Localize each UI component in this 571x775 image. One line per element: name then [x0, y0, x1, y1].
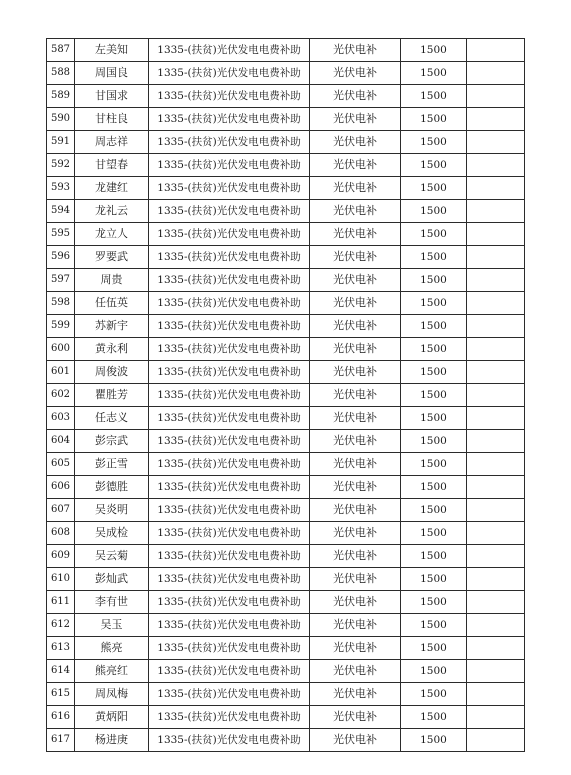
subsidy-item-cell: 1335-(扶贫)光伏发电电费补助	[149, 338, 310, 361]
subsidy-item-cell: 1335-(扶贫)光伏发电电费补助	[149, 384, 310, 407]
amount-cell: 1500	[401, 407, 467, 430]
subsidy-item-cell: 1335-(扶贫)光伏发电电费补助	[149, 361, 310, 384]
subsidy-item-cell: 1335-(扶贫)光伏发电电费补助	[149, 177, 310, 200]
subsidy-item-cell: 1335-(扶贫)光伏发电电费补助	[149, 131, 310, 154]
row-number-cell: 607	[47, 499, 75, 522]
amount-cell: 1500	[401, 246, 467, 269]
subsidy-type-cell: 光伏电补	[310, 108, 401, 131]
subsidy-type-cell: 光伏电补	[310, 591, 401, 614]
subsidy-type-cell: 光伏电补	[310, 246, 401, 269]
row-number-cell: 590	[47, 108, 75, 131]
subsidy-item-cell: 1335-(扶贫)光伏发电电费补助	[149, 200, 310, 223]
amount-cell: 1500	[401, 39, 467, 62]
subsidy-item-cell: 1335-(扶贫)光伏发电电费补助	[149, 108, 310, 131]
subsidy-type-cell: 光伏电补	[310, 177, 401, 200]
amount-cell: 1500	[401, 177, 467, 200]
amount-cell: 1500	[401, 338, 467, 361]
row-number-cell: 594	[47, 200, 75, 223]
subsidy-type-cell: 光伏电补	[310, 499, 401, 522]
name-cell: 甘柱良	[75, 108, 149, 131]
table-row	[47, 200, 525, 223]
name-cell: 吴玉	[75, 614, 149, 637]
table-row	[47, 637, 525, 660]
subsidy-type-cell: 光伏电补	[310, 39, 401, 62]
remark-cell	[467, 729, 525, 752]
subsidy-item-cell: 1335-(扶贫)光伏发电电费补助	[149, 154, 310, 177]
remark-cell	[467, 39, 525, 62]
row-number-cell: 605	[47, 453, 75, 476]
table-row	[47, 706, 525, 729]
row-number-cell: 587	[47, 39, 75, 62]
name-cell: 彭德胜	[75, 476, 149, 499]
table-row	[47, 292, 525, 315]
name-cell: 杨进庚	[75, 729, 149, 752]
subsidy-item-cell: 1335-(扶贫)光伏发电电费补助	[149, 269, 310, 292]
table-row	[47, 108, 525, 131]
table-row	[47, 62, 525, 85]
subsidy-item-cell: 1335-(扶贫)光伏发电电费补助	[149, 246, 310, 269]
name-cell: 黄炳阳	[75, 706, 149, 729]
row-number-cell: 617	[47, 729, 75, 752]
subsidy-type-cell: 光伏电补	[310, 522, 401, 545]
table-row	[47, 177, 525, 200]
subsidy-item-cell: 1335-(扶贫)光伏发电电费补助	[149, 706, 310, 729]
subsidy-item-cell: 1335-(扶贫)光伏发电电费补助	[149, 545, 310, 568]
table-row	[47, 407, 525, 430]
name-cell: 任伍英	[75, 292, 149, 315]
name-cell: 熊亮红	[75, 660, 149, 683]
row-number-cell: 616	[47, 706, 75, 729]
amount-cell: 1500	[401, 706, 467, 729]
subsidy-type-cell: 光伏电补	[310, 614, 401, 637]
subsidy-item-cell: 1335-(扶贫)光伏发电电费补助	[149, 315, 310, 338]
table-row	[47, 591, 525, 614]
subsidy-table-body	[47, 39, 525, 752]
table-row	[47, 499, 525, 522]
subsidy-item-cell: 1335-(扶贫)光伏发电电费补助	[149, 407, 310, 430]
subsidy-type-cell: 光伏电补	[310, 384, 401, 407]
amount-cell: 1500	[401, 476, 467, 499]
remark-cell	[467, 62, 525, 85]
subsidy-type-cell: 光伏电补	[310, 430, 401, 453]
table-row	[47, 522, 525, 545]
remark-cell	[467, 706, 525, 729]
amount-cell: 1500	[401, 729, 467, 752]
subsidy-type-cell: 光伏电补	[310, 62, 401, 85]
remark-cell	[467, 637, 525, 660]
subsidy-item-cell: 1335-(扶贫)光伏发电电费补助	[149, 614, 310, 637]
remark-cell	[467, 154, 525, 177]
subsidy-item-cell: 1335-(扶贫)光伏发电电费补助	[149, 660, 310, 683]
amount-cell: 1500	[401, 315, 467, 338]
name-cell: 吴云菊	[75, 545, 149, 568]
name-cell: 甘望春	[75, 154, 149, 177]
amount-cell: 1500	[401, 660, 467, 683]
subsidy-item-cell: 1335-(扶贫)光伏发电电费补助	[149, 591, 310, 614]
table-row	[47, 315, 525, 338]
remark-cell	[467, 131, 525, 154]
table-row	[47, 476, 525, 499]
row-number-cell: 596	[47, 246, 75, 269]
table-row	[47, 430, 525, 453]
subsidy-item-cell: 1335-(扶贫)光伏发电电费补助	[149, 85, 310, 108]
name-cell: 熊亮	[75, 637, 149, 660]
subsidy-type-cell: 光伏电补	[310, 729, 401, 752]
amount-cell: 1500	[401, 108, 467, 131]
remark-cell	[467, 591, 525, 614]
subsidy-type-cell: 光伏电补	[310, 476, 401, 499]
amount-cell: 1500	[401, 614, 467, 637]
row-number-cell: 598	[47, 292, 75, 315]
amount-cell: 1500	[401, 62, 467, 85]
name-cell: 苏新宇	[75, 315, 149, 338]
row-number-cell: 602	[47, 384, 75, 407]
name-cell: 罗要武	[75, 246, 149, 269]
table-row	[47, 660, 525, 683]
subsidy-type-cell: 光伏电补	[310, 660, 401, 683]
remark-cell	[467, 292, 525, 315]
name-cell: 龙立人	[75, 223, 149, 246]
amount-cell: 1500	[401, 683, 467, 706]
subsidy-type-cell: 光伏电补	[310, 338, 401, 361]
table-row	[47, 453, 525, 476]
subsidy-type-cell: 光伏电补	[310, 545, 401, 568]
name-cell: 黄永利	[75, 338, 149, 361]
remark-cell	[467, 315, 525, 338]
table-row	[47, 338, 525, 361]
row-number-cell: 592	[47, 154, 75, 177]
table-row	[47, 269, 525, 292]
row-number-cell: 604	[47, 430, 75, 453]
subsidy-type-cell: 光伏电补	[310, 154, 401, 177]
table-row	[47, 614, 525, 637]
amount-cell: 1500	[401, 85, 467, 108]
subsidy-item-cell: 1335-(扶贫)光伏发电电费补助	[149, 292, 310, 315]
subsidy-item-cell: 1335-(扶贫)光伏发电电费补助	[149, 683, 310, 706]
subsidy-item-cell: 1335-(扶贫)光伏发电电费补助	[149, 39, 310, 62]
table-row	[47, 39, 525, 62]
row-number-cell: 593	[47, 177, 75, 200]
table-row	[47, 545, 525, 568]
row-number-cell: 612	[47, 614, 75, 637]
remark-cell	[467, 269, 525, 292]
amount-cell: 1500	[401, 269, 467, 292]
table-row	[47, 729, 525, 752]
remark-cell	[467, 660, 525, 683]
remark-cell	[467, 361, 525, 384]
row-number-cell: 600	[47, 338, 75, 361]
subsidy-item-cell: 1335-(扶贫)光伏发电电费补助	[149, 223, 310, 246]
subsidy-type-cell: 光伏电补	[310, 269, 401, 292]
name-cell: 瞿胜芳	[75, 384, 149, 407]
remark-cell	[467, 223, 525, 246]
remark-cell	[467, 568, 525, 591]
amount-cell: 1500	[401, 453, 467, 476]
subsidy-type-cell: 光伏电补	[310, 568, 401, 591]
subsidy-type-cell: 光伏电补	[310, 683, 401, 706]
subsidy-item-cell: 1335-(扶贫)光伏发电电费补助	[149, 729, 310, 752]
amount-cell: 1500	[401, 430, 467, 453]
remark-cell	[467, 499, 525, 522]
row-number-cell: 589	[47, 85, 75, 108]
table-row	[47, 568, 525, 591]
amount-cell: 1500	[401, 522, 467, 545]
name-cell: 吴成检	[75, 522, 149, 545]
remark-cell	[467, 683, 525, 706]
row-number-cell: 608	[47, 522, 75, 545]
table-row	[47, 85, 525, 108]
subsidy-item-cell: 1335-(扶贫)光伏发电电费补助	[149, 430, 310, 453]
table-row	[47, 131, 525, 154]
remark-cell	[467, 522, 525, 545]
remark-cell	[467, 200, 525, 223]
remark-cell	[467, 85, 525, 108]
subsidy-table	[46, 38, 525, 752]
amount-cell: 1500	[401, 384, 467, 407]
name-cell: 彭灿武	[75, 568, 149, 591]
subsidy-type-cell: 光伏电补	[310, 292, 401, 315]
remark-cell	[467, 246, 525, 269]
row-number-cell: 599	[47, 315, 75, 338]
amount-cell: 1500	[401, 499, 467, 522]
amount-cell: 1500	[401, 591, 467, 614]
remark-cell	[467, 453, 525, 476]
remark-cell	[467, 476, 525, 499]
remark-cell	[467, 407, 525, 430]
amount-cell: 1500	[401, 200, 467, 223]
subsidy-type-cell: 光伏电补	[310, 200, 401, 223]
subsidy-type-cell: 光伏电补	[310, 223, 401, 246]
name-cell: 彭正雪	[75, 453, 149, 476]
subsidy-type-cell: 光伏电补	[310, 361, 401, 384]
row-number-cell: 595	[47, 223, 75, 246]
remark-cell	[467, 108, 525, 131]
row-number-cell: 606	[47, 476, 75, 499]
table-row	[47, 384, 525, 407]
remark-cell	[467, 177, 525, 200]
name-cell: 左美知	[75, 39, 149, 62]
remark-cell	[467, 338, 525, 361]
name-cell: 周国良	[75, 62, 149, 85]
name-cell: 李有世	[75, 591, 149, 614]
subsidy-item-cell: 1335-(扶贫)光伏发电电费补助	[149, 568, 310, 591]
row-number-cell: 609	[47, 545, 75, 568]
table-row	[47, 683, 525, 706]
amount-cell: 1500	[401, 154, 467, 177]
subsidy-item-cell: 1335-(扶贫)光伏发电电费补助	[149, 62, 310, 85]
subsidy-item-cell: 1335-(扶贫)光伏发电电费补助	[149, 522, 310, 545]
name-cell: 周俊波	[75, 361, 149, 384]
subsidy-item-cell: 1335-(扶贫)光伏发电电费补助	[149, 499, 310, 522]
name-cell: 吴炎明	[75, 499, 149, 522]
row-number-cell: 591	[47, 131, 75, 154]
remark-cell	[467, 614, 525, 637]
table-row	[47, 361, 525, 384]
amount-cell: 1500	[401, 545, 467, 568]
name-cell: 周贵	[75, 269, 149, 292]
remark-cell	[467, 430, 525, 453]
subsidy-item-cell: 1335-(扶贫)光伏发电电费补助	[149, 637, 310, 660]
subsidy-type-cell: 光伏电补	[310, 637, 401, 660]
row-number-cell: 613	[47, 637, 75, 660]
row-number-cell: 603	[47, 407, 75, 430]
name-cell: 周凤梅	[75, 683, 149, 706]
remark-cell	[467, 384, 525, 407]
name-cell: 任志义	[75, 407, 149, 430]
subsidy-item-cell: 1335-(扶贫)光伏发电电费补助	[149, 453, 310, 476]
name-cell: 龙礼云	[75, 200, 149, 223]
amount-cell: 1500	[401, 361, 467, 384]
subsidy-type-cell: 光伏电补	[310, 407, 401, 430]
row-number-cell: 610	[47, 568, 75, 591]
name-cell: 甘国求	[75, 85, 149, 108]
subsidy-type-cell: 光伏电补	[310, 706, 401, 729]
subsidy-type-cell: 光伏电补	[310, 315, 401, 338]
row-number-cell: 601	[47, 361, 75, 384]
row-number-cell: 614	[47, 660, 75, 683]
subsidy-type-cell: 光伏电补	[310, 453, 401, 476]
name-cell: 彭宗武	[75, 430, 149, 453]
amount-cell: 1500	[401, 131, 467, 154]
amount-cell: 1500	[401, 568, 467, 591]
amount-cell: 1500	[401, 292, 467, 315]
row-number-cell: 597	[47, 269, 75, 292]
amount-cell: 1500	[401, 223, 467, 246]
table-row	[47, 154, 525, 177]
row-number-cell: 588	[47, 62, 75, 85]
remark-cell	[467, 545, 525, 568]
row-number-cell: 615	[47, 683, 75, 706]
subsidy-type-cell: 光伏电补	[310, 85, 401, 108]
subsidy-type-cell: 光伏电补	[310, 131, 401, 154]
table-row	[47, 246, 525, 269]
amount-cell: 1500	[401, 637, 467, 660]
name-cell: 周志祥	[75, 131, 149, 154]
table-row	[47, 223, 525, 246]
subsidy-item-cell: 1335-(扶贫)光伏发电电费补助	[149, 476, 310, 499]
row-number-cell: 611	[47, 591, 75, 614]
name-cell: 龙建红	[75, 177, 149, 200]
